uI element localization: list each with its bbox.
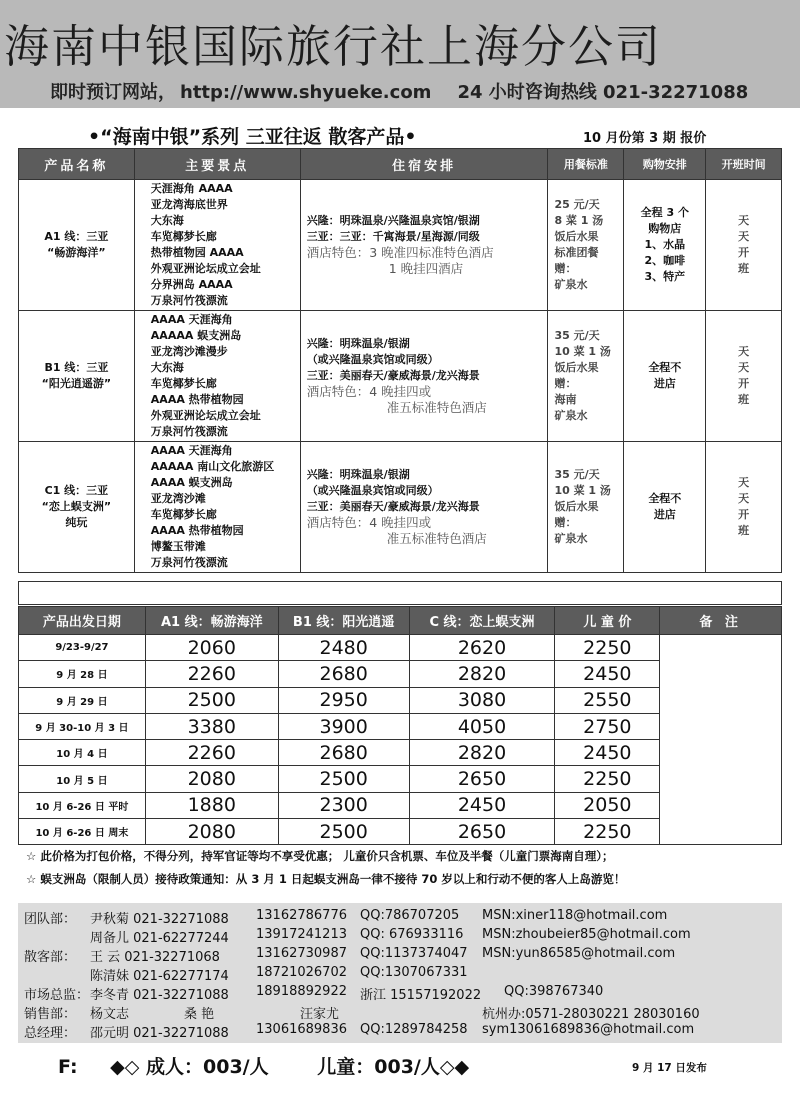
price-value: 2300 (278, 792, 409, 818)
contact-field: QQ:786707205 (360, 908, 460, 923)
meal-line: 饭后水果 (554, 230, 599, 243)
header-hotel: 住宿安排 (300, 149, 548, 180)
meal-line: 饭后水果 (554, 500, 599, 513)
spot-item: AAAA 天涯海角 (150, 313, 233, 326)
meal-line: 10 菜 1 汤 (554, 345, 611, 358)
departure-char: 开 (738, 508, 750, 521)
product-name-cell (19, 311, 135, 442)
price-header-remark: 备 注 (660, 607, 782, 635)
meal-line: 赠： (554, 516, 577, 529)
price-value: 2650 (409, 766, 555, 792)
spot-item: 亚龙湾海底世界 (150, 198, 228, 211)
contact-field: 13162786776 (256, 908, 347, 923)
meal-line: 饭后水果 (554, 361, 599, 374)
price-value: 3380 (145, 713, 278, 739)
child-price: 儿童：003/人◇◆ (317, 1056, 470, 1078)
price-value: 2080 (145, 819, 278, 845)
departure-char: 天 (738, 230, 750, 243)
price-row (19, 635, 782, 661)
price-value: 2450 (555, 661, 660, 687)
spot-item: 车览椰梦长廊 (150, 230, 217, 243)
contact-field: sym13061689836@hotmail.com (482, 1022, 695, 1037)
departure-date: 10 月 4 日 (19, 740, 146, 766)
product-row (19, 442, 782, 573)
header-main-spots: 主要景点 (134, 149, 300, 180)
company-name: 海南中银国际旅行社上海分公司 (4, 20, 663, 73)
hotel-feature: 准五标准特色酒店 (386, 400, 487, 415)
spot-item: AAAAA 蜈支洲岛 (150, 329, 242, 342)
departure-char: 天 (738, 476, 750, 489)
contact-field: 13917241213 (256, 927, 347, 942)
contact-field: QQ:1307067331 (360, 965, 468, 980)
meal-line: 10 菜 1 汤 (554, 484, 611, 497)
contact-dept: 散客部： (24, 950, 77, 965)
price-header-b1: B1 线：阳光逍遥 (278, 607, 409, 635)
spot-item: 天涯海角 AAAA (150, 182, 233, 195)
product-name: B1 线：三亚 (44, 361, 109, 374)
departure-char: 天 (738, 361, 750, 374)
departure-char: 班 (738, 393, 750, 406)
departure-char: 天 (738, 214, 750, 227)
contact-field: QQ:1137374047 (360, 946, 468, 961)
price-value: 2480 (278, 635, 409, 661)
spot-item: 大东海 (150, 214, 184, 227)
hotel-line: 兴隆：明珠温泉/兴隆温泉宾馆/银湖 (306, 214, 480, 227)
contact-field: 王 云 021-32271068 (90, 950, 220, 965)
hotel-cell (300, 442, 548, 573)
price-value: 2450 (409, 792, 555, 818)
price-value: 2820 (409, 740, 555, 766)
price-value: 2080 (145, 766, 278, 792)
shop-cell (624, 180, 706, 311)
contact-field: MSN:xiner118@hotmail.com (482, 908, 668, 923)
departure-date: 9 月 28 日 (19, 661, 146, 687)
price-value: 2260 (145, 740, 278, 766)
contact-field: 13061689836 (256, 1022, 347, 1037)
product-name: “恋上蜈支洲” (41, 500, 112, 513)
meal-line: 35 元/天 (554, 468, 600, 481)
meal-line: 标准团餐 (554, 246, 599, 259)
shop-line: 2、咖啡 (644, 254, 686, 267)
spot-item: AAAA 热带植物园 (150, 524, 244, 537)
departure-cell (706, 311, 782, 442)
contact-field: 桑 艳 (184, 1007, 215, 1022)
meal-line: 矿泉水 (554, 409, 588, 422)
price-value: 2750 (555, 713, 660, 739)
contact-field: 李冬青 021-32271088 (90, 988, 229, 1003)
spot-item: 外观亚洲论坛成立会址 (150, 409, 261, 422)
hotel-cell (300, 311, 548, 442)
note-pricing: ☆ 此价格为打包价格，不得分列，持军官证等均不享受优惠； 儿童价只含机票、车位及半餐（儿童门票海南自理）； (26, 849, 614, 863)
website-link[interactable]: http://www.shyueke.com (180, 82, 432, 103)
publish-date: 9 月 17 日发布 (632, 1062, 707, 1074)
spot-item: AAAA 热带植物园 (150, 393, 244, 406)
price-header-c: C 线：恋上蜈支洲 (409, 607, 555, 635)
price-value: 2260 (145, 661, 278, 687)
header-departure: 开班时间 (706, 149, 782, 180)
contact-field: 18721026702 (256, 965, 347, 980)
hotel-line: 兴隆：明珠温泉/银湖 (306, 468, 410, 481)
product-name: “阳光逍遥游” (41, 377, 112, 390)
meal-line: 海南 (554, 393, 577, 406)
departure-date: 9 月 30-10 月 3 日 (19, 713, 146, 739)
product-name: “畅游海洋” (47, 246, 106, 259)
fax-label: F: (58, 1056, 78, 1078)
departure-char: 开 (738, 246, 750, 259)
adult-price: ◆◇ 成人：003/人 (110, 1056, 269, 1078)
price-value: 2550 (555, 687, 660, 713)
spot-item: 分界洲岛 AAAA (150, 278, 233, 291)
spot-item: 博鳌玉带滩 (150, 540, 206, 553)
departure-char: 开 (738, 377, 750, 390)
departure-date: 9 月 29 日 (19, 687, 146, 713)
header-shopping: 购物安排 (624, 149, 706, 180)
contact-dept: 销售部： (24, 1007, 77, 1022)
contact-field: 杨文志 (90, 1007, 130, 1022)
hotel-line: 兴隆：明珠温泉/银湖 (306, 337, 410, 350)
hotel-line: （或兴隆温泉宾馆或同级） (306, 353, 439, 366)
spot-item: 外观亚洲论坛成立会址 (150, 262, 261, 275)
price-value: 2250 (555, 819, 660, 845)
departure-date: 9/23-9/27 (19, 635, 146, 661)
price-value: 2950 (278, 687, 409, 713)
contact-line (50, 78, 774, 104)
spots-cell (134, 311, 300, 442)
spot-item: 车览椰梦长廊 (150, 377, 217, 390)
price-value: 2650 (409, 819, 555, 845)
meal-line: 赠： (554, 377, 577, 390)
contact-field: QQ:398767340 (504, 984, 604, 999)
price-header-date: 产品出发日期 (19, 607, 146, 635)
spot-item: 热带植物园 AAAA (150, 246, 244, 259)
spot-item: AAAA 蜈支洲岛 (150, 476, 233, 489)
contact-field: MSN:zhoubeier85@hotmail.com (482, 927, 691, 942)
contact-dept: 市场总监： (24, 988, 90, 1003)
contact-field: 13162730987 (256, 946, 347, 961)
hotel-feature: 酒店特色：4 晚挂四或 (306, 515, 432, 530)
meal-line: 8 菜 1 汤 (554, 214, 604, 227)
meal-line: 赠： (554, 262, 577, 275)
contact-field: 尹秋菊 021-32271088 (90, 912, 229, 927)
price-value: 3900 (278, 713, 409, 739)
contact-field: QQ: 676933116 (360, 927, 464, 942)
shop-cell (624, 442, 706, 573)
blank-row (18, 581, 782, 605)
meal-line: 矿泉水 (554, 278, 588, 291)
price-value: 2620 (409, 635, 555, 661)
meal-cell (548, 442, 624, 573)
spots-cell (134, 442, 300, 573)
spot-item: AAAA 天涯海角 (150, 444, 233, 457)
shop-line: 1、水晶 (644, 238, 686, 251)
hotel-feature: 1 晚挂四酒店 (388, 261, 464, 276)
price-value: 1880 (145, 792, 278, 818)
hotel-line: （或兴隆温泉宾馆或同级） (306, 484, 439, 497)
hotel-feature: 酒店特色：3 晚准四标准特色酒店 (306, 245, 494, 260)
contact-field: 浙江 15157192022 (360, 988, 482, 1003)
price-value: 2680 (278, 661, 409, 687)
price-value: 4050 (409, 713, 555, 739)
shop-cell (624, 311, 706, 442)
meal-line: 矿泉水 (554, 532, 588, 545)
hotel-line: 三亚：美丽春天/豪威海景/龙兴海景 (306, 500, 480, 513)
hotel-cell (300, 180, 548, 311)
footer (58, 1052, 481, 1079)
remark-cell (660, 635, 782, 845)
product-name-cell (19, 442, 135, 573)
product-row (19, 180, 782, 311)
price-table (18, 606, 782, 845)
price-header-child: 儿 童 价 (555, 607, 660, 635)
price-header-a1: A1 线：畅游海洋 (145, 607, 278, 635)
spot-item: 万泉河竹筏漂流 (150, 556, 228, 569)
header-product-name: 产品名称 (19, 149, 135, 180)
meal-cell (548, 311, 624, 442)
contact-field: 陈清妹 021-62277174 (90, 969, 229, 984)
spots-cell (134, 180, 300, 311)
price-value: 3080 (409, 687, 555, 713)
departure-date: 10 月 5 日 (19, 766, 146, 792)
spot-item: 车览椰梦长廊 (150, 508, 217, 521)
contact-field: 杭州办:0571-28030221 28030160 (482, 1007, 700, 1022)
shop-line: 进店 (653, 508, 676, 521)
departure-cell (706, 442, 782, 573)
price-value: 2820 (409, 661, 555, 687)
spot-item: 大东海 (150, 361, 184, 374)
note-island-policy: ☆ 蜈支洲岛（限制人员）接待政策通知：从 3 月 1 日起蜈支洲岛一律不接待 70 岁以上和行动不便的客人上岛游览！ (26, 872, 626, 886)
product-title: •“海南中银”系列 三亚往返 散客产品• (88, 126, 417, 148)
price-value: 2680 (278, 740, 409, 766)
product-table (18, 148, 782, 573)
spot-item: 万泉河竹筏漂流 (150, 294, 228, 307)
shop-line: 全程不 (648, 361, 682, 374)
spot-item: AAAAA 南山文化旅游区 (150, 460, 275, 473)
hotel-feature: 准五标准特色酒店 (386, 531, 487, 546)
price-value: 2250 (555, 635, 660, 661)
shop-line: 全程 3 个 (640, 206, 689, 219)
price-value: 2500 (278, 819, 409, 845)
spot-item: 亚龙湾沙滩 (150, 492, 206, 505)
header-meal: 用餐标准 (548, 149, 624, 180)
contact-field: 18918892922 (256, 984, 347, 999)
product-name-cell (19, 180, 135, 311)
price-value: 2500 (145, 687, 278, 713)
shop-line: 全程不 (648, 492, 682, 505)
price-value: 2050 (555, 792, 660, 818)
departure-char: 天 (738, 492, 750, 505)
departure-cell (706, 180, 782, 311)
contact-field: QQ:1289784258 (360, 1022, 468, 1037)
shop-line: 进店 (653, 377, 676, 390)
departure-char: 班 (738, 262, 750, 275)
contact-dept: 总经理： (24, 1026, 77, 1041)
price-value: 2060 (145, 635, 278, 661)
contact-field: 周备儿 021-62277244 (90, 931, 229, 946)
contact-field: 邵元明 021-32271088 (90, 1026, 229, 1041)
departure-char: 班 (738, 524, 750, 537)
departure-date: 10 月 6-26 日 周末 (19, 819, 146, 845)
hotel-feature: 酒店特色：4 晚挂四或 (306, 384, 432, 399)
hotel-line: 三亚：美丽春天/豪威海景/龙兴海景 (306, 369, 480, 382)
meal-line: 35 元/天 (554, 329, 600, 342)
price-value: 2250 (555, 766, 660, 792)
shop-line: 3、特产 (644, 270, 686, 283)
departure-date: 10 月 6-26 日 平时 (19, 792, 146, 818)
notes (26, 848, 625, 894)
booking-label: 即时预订网站， (50, 82, 176, 103)
departure-char: 天 (738, 345, 750, 358)
hotel-line: 三亚：三亚：千寓海景/星海源/同级 (306, 230, 480, 243)
shop-line: 购物店 (648, 222, 682, 235)
spot-item: 万泉河竹筏漂流 (150, 425, 228, 438)
hotline: 24 小时咨询热线 021-32271088 (457, 82, 749, 103)
product-name: A1 线：三亚 (44, 230, 109, 243)
price-value: 2450 (555, 740, 660, 766)
contact-field: 汪家尤 (300, 1007, 340, 1022)
price-period: 10 月份第 3 期 报价 (583, 131, 707, 146)
product-name: C1 线：三亚 (44, 484, 109, 497)
meal-line: 25 元/天 (554, 198, 600, 211)
product-name: 纯玩 (65, 516, 88, 529)
price-value: 2500 (278, 766, 409, 792)
meal-cell (548, 180, 624, 311)
product-row (19, 311, 782, 442)
contact-dept: 团队部： (24, 912, 77, 927)
spot-item: 亚龙湾沙滩漫步 (150, 345, 228, 358)
contact-field: MSN:yun86585@hotmail.com (482, 946, 676, 961)
